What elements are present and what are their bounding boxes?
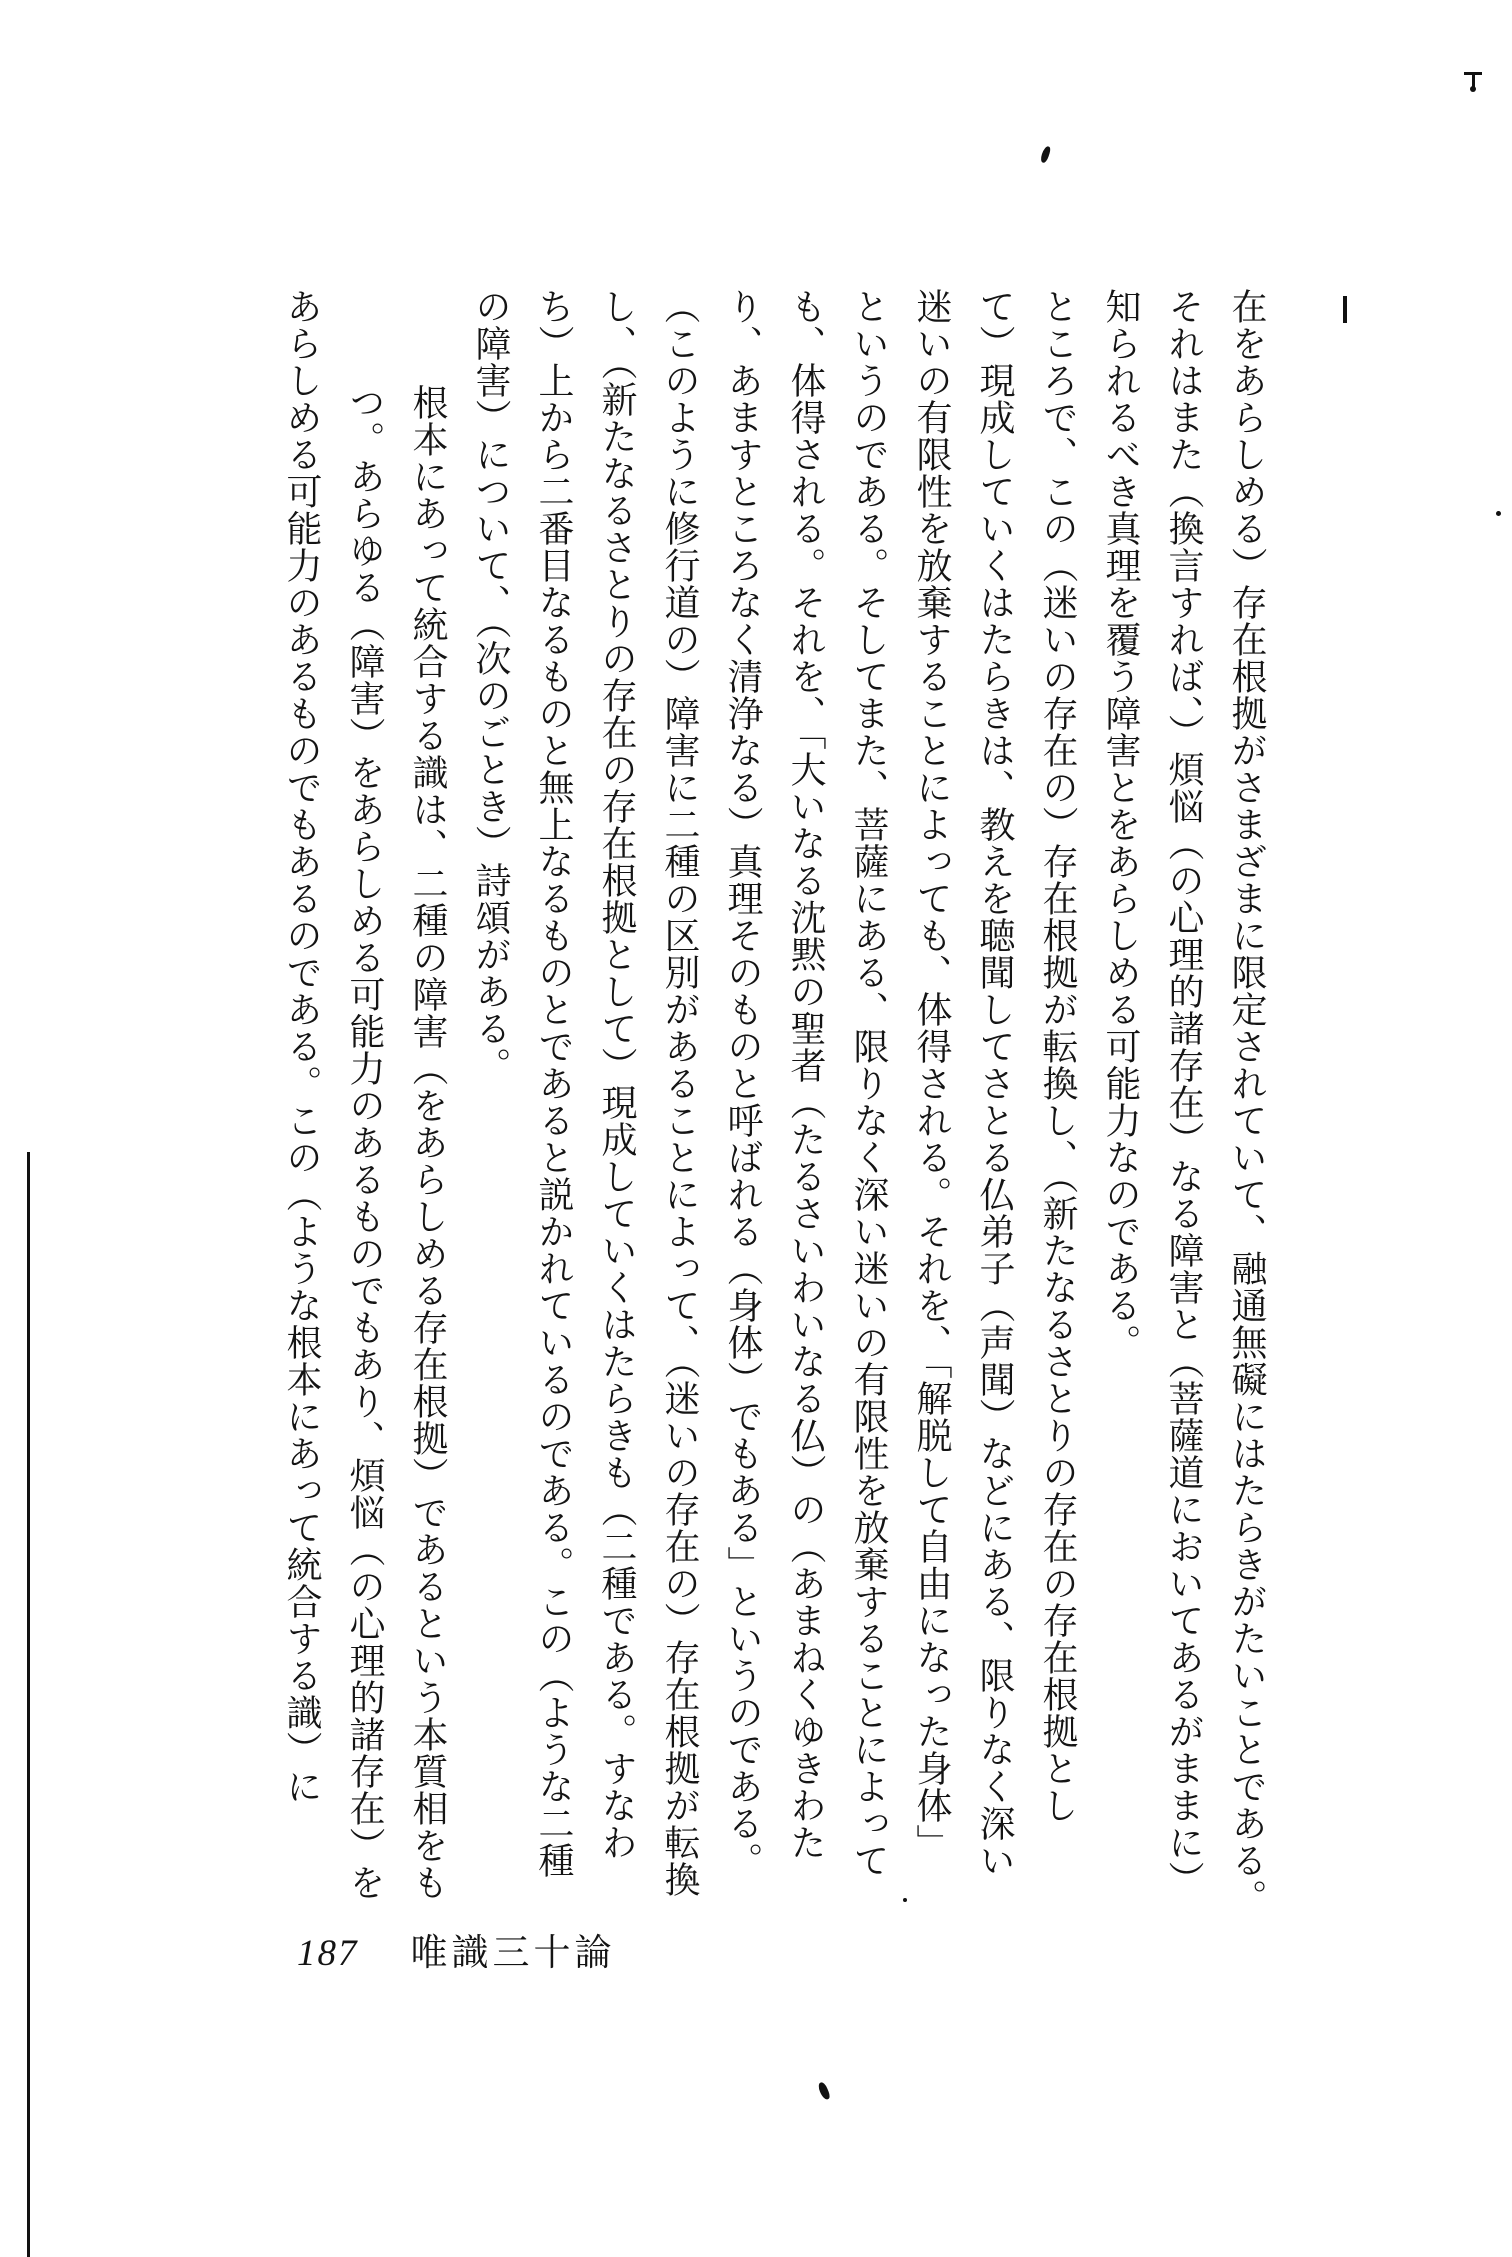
scan-artifact-speck xyxy=(1496,511,1501,516)
verse-column-01: 根本にあって統合する識は、二種の障害（をあらしめる存在根拠）であるという本質相をも xyxy=(408,384,448,1901)
scan-artifact-speck xyxy=(1472,75,1475,87)
text-column-05: て）現成していくはたらきは、教えを聴聞してさとる仏弟子（声聞）などにある、限りなく深い xyxy=(975,288,1015,1879)
page-number: 187 xyxy=(297,1933,359,1974)
vertical-text-block xyxy=(259,288,1267,1968)
book-title: 唯識三十論 xyxy=(410,1933,616,1974)
scan-artifact-speck xyxy=(817,2081,831,2101)
text-column-16: あらしめる可能力のあるものでもあるのである。この（ような根本にあって統合する識）に xyxy=(282,288,322,1805)
text-column-10: （このように修行道の）障害に二種の区別があることによって、（迷いの存在の）存在根拠が転換 xyxy=(660,288,700,1898)
text-column-12: ち）上から二番目なるものと無上なるものとであると説かれているのである。この（ような二種 xyxy=(534,288,574,1879)
text-column-06: 迷いの有限性を放棄することによっても、体得される。それを、「解脱して自由になった身体」 xyxy=(912,288,952,1861)
text-column-01: 在をあらしめる）存在根拠がさまざまに限定されていて、融通無礙にはたらきがたいことである。 xyxy=(1227,288,1267,1916)
text-column-02: それはまた（換言すれば、）煩悩（の心理的諸存在）なる障害と（菩薩道においてあるがままに） xyxy=(1164,288,1204,1898)
scan-artifact-speck xyxy=(1040,145,1052,163)
text-column-04: ところで、この（迷いの存在の）存在根拠が転換し、（新たなるさとりの存在の存在根拠とし xyxy=(1038,288,1078,1824)
scan-artifact-gutter-line xyxy=(27,1152,30,2257)
text-column-08: も、体得される。それを、「大いなる沈黙の聖者（たるさいわいなる仏）の（あまねくゆきわた xyxy=(786,288,826,1861)
text-column-11: し、（新たなるさとりの存在の存在根拠として）現成していくはたらきも（二種である。すなわ xyxy=(597,288,637,1861)
text-column-03: 知られるべき真理を覆う障害とをあらしめる可能力なのである。 xyxy=(1101,288,1141,1361)
verse-column-02: つ。あらゆる（障害）をあらしめる可能力のあるものでもあり、煩悩（の心理的諸存在）を xyxy=(345,384,385,1901)
text-column-07: というのである。そしてまた、菩薩にある、限りなく深い迷いの有限性を放棄することによって xyxy=(849,288,889,1879)
page-footer xyxy=(297,1922,616,1976)
scan-artifact-speck xyxy=(903,1898,907,1902)
scan-artifact-speck xyxy=(1343,296,1347,323)
text-column-13: の障害）について、（次のごとき）詩頌がある。 xyxy=(471,288,511,1084)
text-column-09: り、あますところなく清浄なる）真理そのものと呼ばれる（身体）でもある」というのである。 xyxy=(723,288,763,1879)
